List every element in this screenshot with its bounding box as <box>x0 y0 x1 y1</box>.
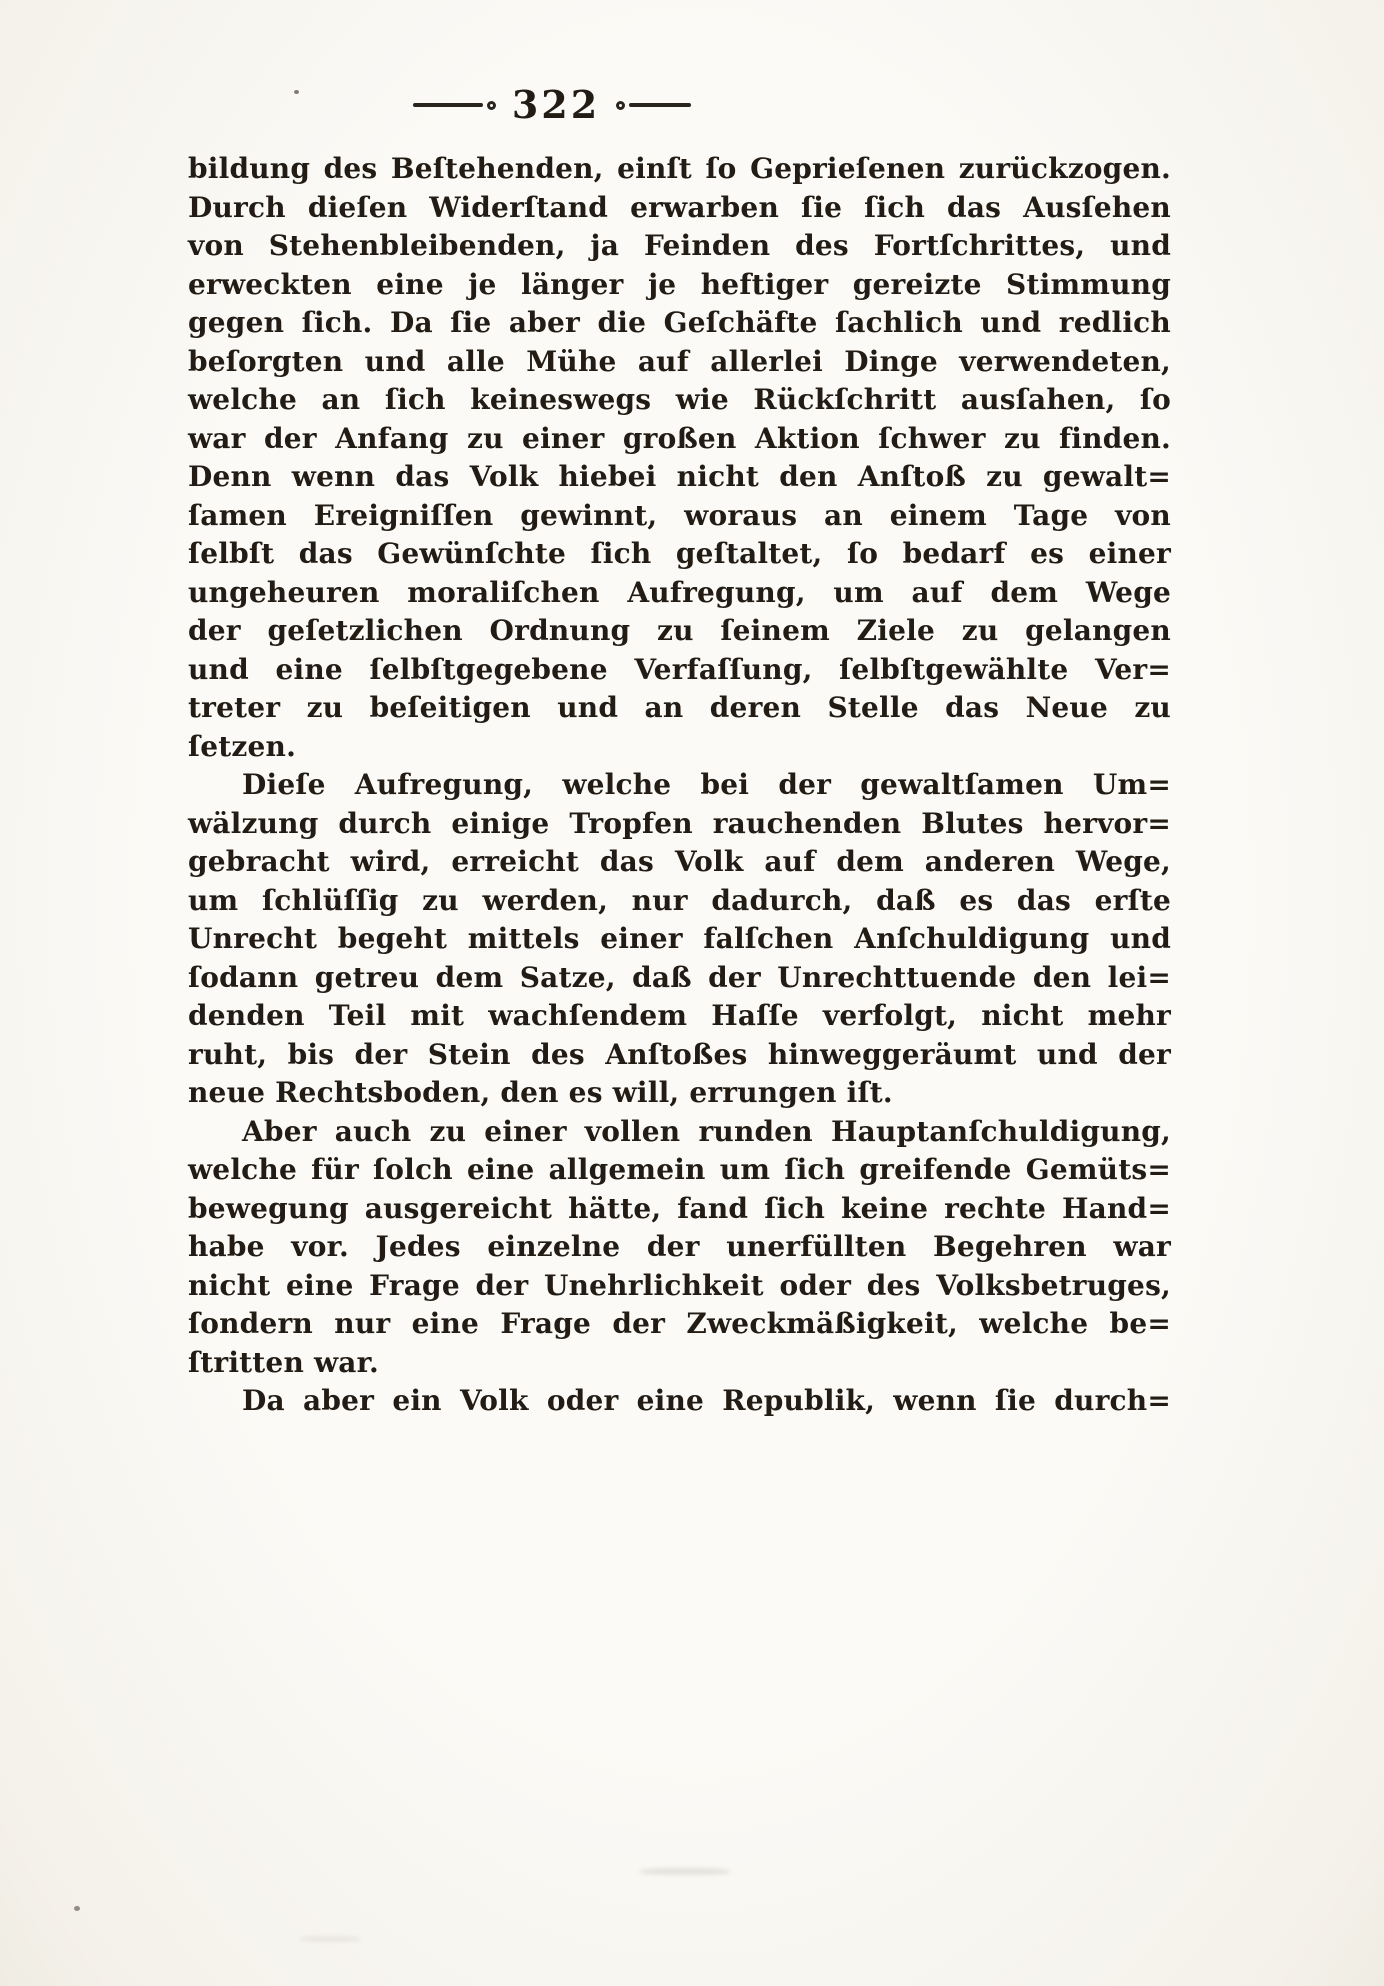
text-line: der geſetzlichen Ordnung zu ſeinem Ziele zu gelangen <box>188 614 1171 647</box>
text-line: treter zu beſeitigen und an deren Stelle das Neue zu <box>188 691 1171 724</box>
text-line: gegen ſich. Da ſie aber die Geſchäfte ſachlich und redlich <box>188 306 1171 339</box>
text-line: ſelbſt das Gewünſchte ſich geſtaltet, ſo bedarf es einer <box>188 537 1171 570</box>
text-line: Dieſe Aufregung, welche bei der gewaltſamen Um= <box>242 768 1171 801</box>
text-line: welche für ſolch eine allgemein um ſich greifende Gemüts= <box>188 1153 1171 1186</box>
scan-speck <box>74 1906 80 1911</box>
page-number: 322 <box>511 82 601 127</box>
text-line: erweckten eine je länger je heftiger gereizte Stimmung <box>188 267 1171 301</box>
text-line: ſtritten war. <box>188 1345 379 1379</box>
text-line: ſondern nur eine Frage der Zweckmäßigkeit, welche be= <box>188 1307 1171 1340</box>
scan-speck <box>294 90 299 94</box>
header-rule-left-icon <box>413 103 483 107</box>
text-line: ſodann getreu dem Satze, daß der Unrechttuende den lei= <box>188 960 1171 994</box>
text-line: Denn wenn das Volk hiebei nicht den Anſtoß zu gewalt= <box>188 460 1171 493</box>
text-line: neue Rechtsboden, den es will, errungen iſt. <box>188 1076 893 1109</box>
text-line: habe vor. Jedes einzelne der unerfüllten Begehren war <box>188 1230 1171 1263</box>
header-ring-left-icon <box>487 101 496 110</box>
text-line: ſetzen. <box>188 729 297 763</box>
text-line: ſamen Ereigniſſen gewinnt, woraus an einem Tage von <box>188 498 1171 532</box>
text-line: war der Anfang zu einer großen Aktion ſchwer zu finden. <box>188 421 1171 455</box>
text-line: von Stehenbleibenden, ja Feinden des Fortſchrittes, und <box>188 229 1171 262</box>
text-line: welche an ſich keineswegs wie Rückſchritt ausſahen, ſo <box>188 383 1171 416</box>
scan-smudge <box>640 1868 730 1875</box>
text-block <box>188 150 1171 1421</box>
text-line: Unrecht begeht mittels einer falſchen Anſchuldigung und <box>188 922 1171 955</box>
page-header <box>0 82 1104 127</box>
text-line: ruht, bis der Stein des Anſtoßes hinweggeräumt und der <box>188 1037 1171 1071</box>
text-line: bildung des Beſtehenden, einſt ſo Geprieſenen zurückzogen. <box>188 152 1171 185</box>
text-line: gebracht wird, erreicht das Volk auf dem anderen Wege, <box>188 845 1171 878</box>
text-line: und eine ſelbſtgegebene Verfaſſung, ſelbſtgewählte Ver= <box>188 652 1171 686</box>
text-line: Durch dieſen Widerſtand erwarben ſie ſich das Ausſehen <box>188 190 1171 224</box>
text-line: Da aber ein Volk oder eine Republik, wenn ſie durch= <box>242 1384 1171 1417</box>
header-ring-right-icon <box>616 101 625 110</box>
text-line: beſorgten und alle Mühe auf allerlei Dinge verwendeten, <box>188 344 1171 378</box>
text-line: bewegung ausgereicht hätte, fand ſich keine rechte Hand= <box>188 1191 1171 1225</box>
scan-smudge <box>300 1936 360 1942</box>
header-rule-right-icon <box>629 103 691 107</box>
text-line: Aber auch zu einer vollen runden Hauptanſchuldigung, <box>242 1114 1171 1148</box>
text-line: um ſchlüſſig zu werden, nur dadurch, daß es das erſte <box>188 883 1171 917</box>
text-line: wälzung durch einige Tropfen rauchenden Blutes hervor= <box>188 806 1171 840</box>
text-line: denden Teil mit wachſendem Haſſe verfolgt, nicht mehr <box>188 999 1171 1032</box>
text-line: ungeheuren moraliſchen Aufregung, um auf dem Wege <box>188 575 1171 609</box>
text-line: nicht eine Frage der Unehrlichkeit oder des Volksbetruges, <box>188 1268 1171 1302</box>
